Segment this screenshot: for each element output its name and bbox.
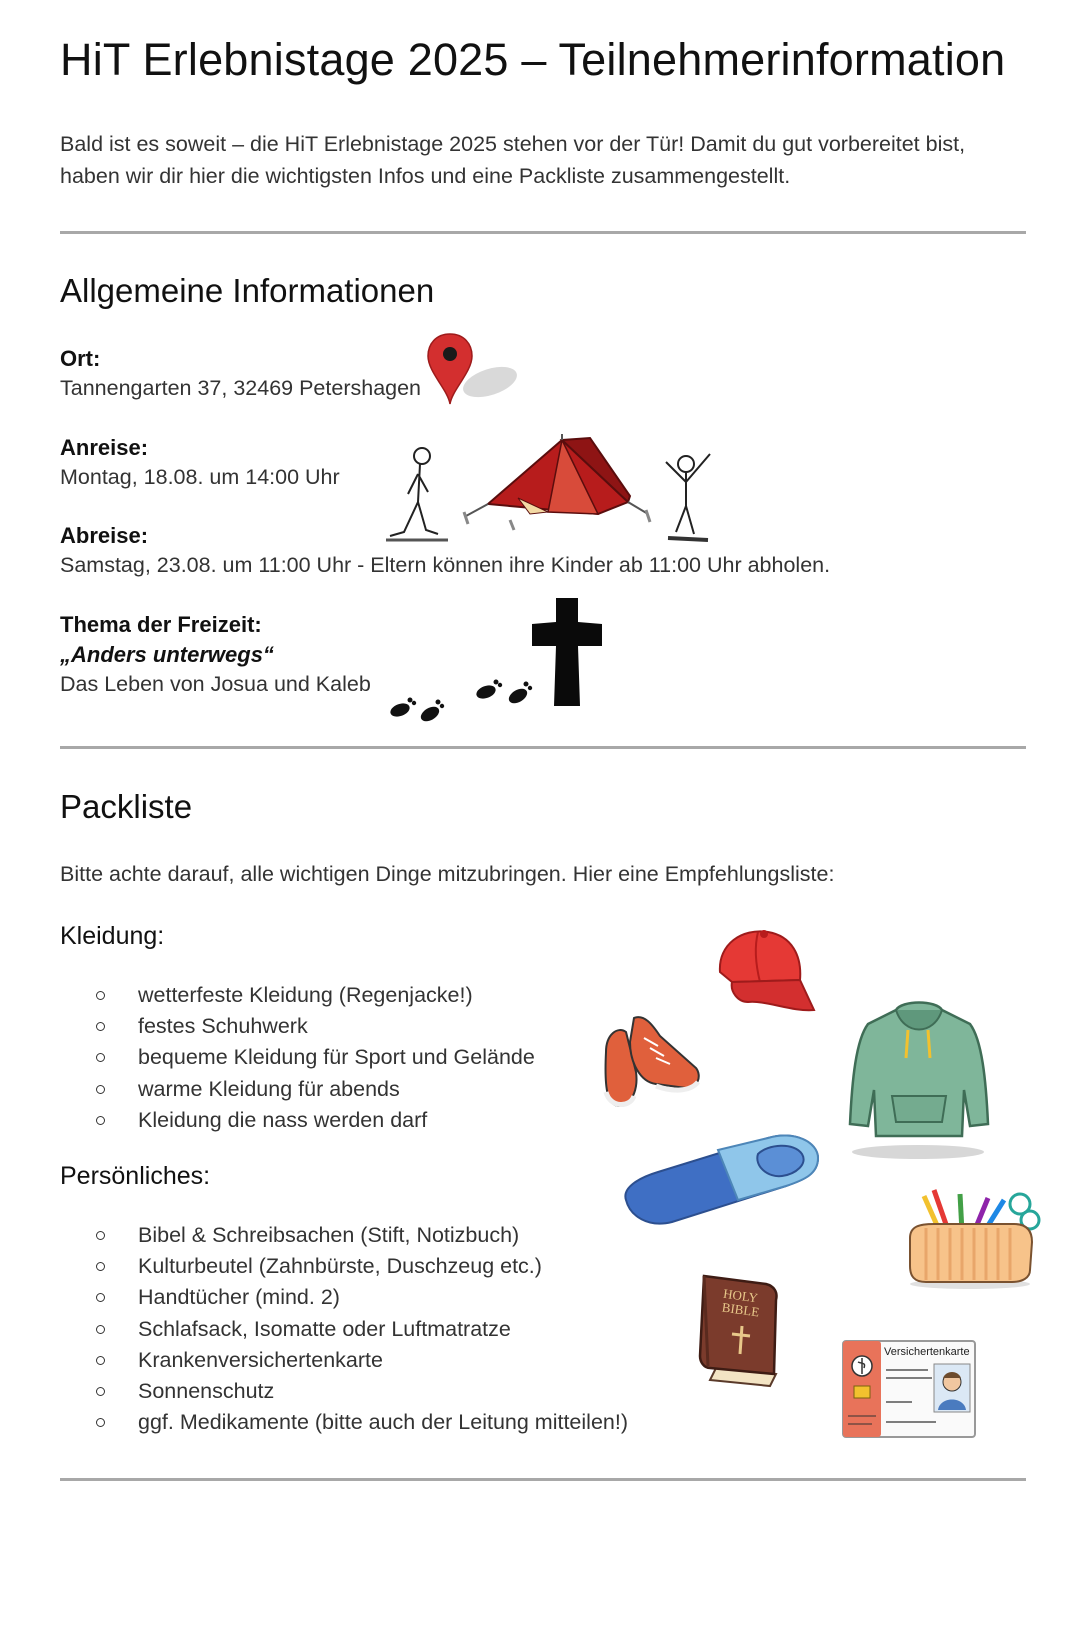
intro-paragraph: Bald ist es soweit – die HiT Erlebnistage 2025 stehen vor der Tür! Damit du gut vorbereitet bist, haben wir dir hier die wichtigsten Infos und eine Packliste zusammengestellt. [60, 132, 966, 188]
list-item: Schlafsack, Isomatte oder Luftmatratze [96, 1314, 628, 1345]
bullet-icon [96, 1262, 105, 1271]
footprints-icon [380, 672, 540, 734]
divider [60, 746, 1026, 749]
cross-icon [530, 596, 604, 708]
arrival-label: Anreise: [60, 435, 149, 460]
cap-icon [714, 926, 818, 1016]
list-item: ggf. Medikamente (bitte auch der Leitung mitteilen!) [96, 1407, 628, 1438]
packing-intro: Bitte achte darauf, alle wichtigen Dinge mitzubringen. Hier eine Empfehlungsliste: [60, 862, 835, 886]
pencil-case-icon [904, 1186, 1040, 1290]
bullet-icon [96, 1022, 105, 1031]
bible-icon [696, 1270, 784, 1388]
section-heading-packing: Packliste [60, 788, 193, 825]
location-value: Tannengarten 37, 32469 Petershagen [60, 376, 422, 400]
bullet-icon [96, 1418, 105, 1427]
section-heading-general: Allgemeine Informationen [60, 272, 435, 309]
list-item: bequeme Kleidung für Sport und Gelände [96, 1042, 535, 1073]
list-item: festes Schuhwerk [96, 1011, 535, 1042]
map-pin-icon [426, 332, 522, 408]
sneakers-icon [600, 1012, 706, 1110]
divider [60, 231, 1026, 234]
clothing-heading: Kleidung: [60, 922, 165, 950]
personal-heading: Persönliches: [60, 1162, 211, 1190]
bullet-icon [96, 1085, 105, 1094]
list-item: Bibel & Schreibsachen (Stift, Notizbuch) [96, 1220, 628, 1251]
insurance-card-icon [842, 1340, 978, 1440]
bullet-icon [96, 1325, 105, 1334]
list-item: Handtücher (mind. 2) [96, 1282, 628, 1313]
bullet-icon [96, 1387, 105, 1396]
tent-icon [458, 432, 654, 532]
list-item: Krankenversichertenkarte [96, 1345, 628, 1376]
bullet-icon [96, 1116, 105, 1125]
list-item: warme Kleidung für abends [96, 1074, 535, 1105]
bullet-icon [96, 1293, 105, 1302]
page-title: HiT Erlebnistage 2025 – Teilnehmerinformation [60, 34, 1006, 85]
theme-label: Thema der Freizeit: [60, 612, 262, 637]
walking-figure-icon [382, 444, 452, 546]
divider [60, 1478, 1026, 1481]
hoodie-icon [846, 1000, 992, 1160]
list-item: Kleidung die nass werden darf [96, 1105, 535, 1136]
bible-cover-text: HOLY [722, 1285, 759, 1306]
bullet-icon [96, 1356, 105, 1365]
location-label: Ort: [60, 346, 101, 371]
theme-value: Das Leben von Josua und Kaleb [60, 672, 371, 696]
departure-label: Abreise: [60, 523, 149, 548]
bullet-icon [96, 1053, 105, 1062]
arrival-value: Montag, 18.08. um 14:00 Uhr [60, 465, 340, 489]
clothing-list [96, 980, 535, 1136]
list-item: wetterfeste Kleidung (Regenjacke!) [96, 980, 535, 1011]
bible-cover-text: BIBLE [720, 1299, 761, 1320]
departure-value: Samstag, 23.08. um 11:00 Uhr - Eltern können ihre Kinder ab 11:00 Uhr abholen. [60, 553, 831, 577]
personal-list [96, 1220, 628, 1438]
bullet-icon [96, 1231, 105, 1240]
list-item: Sonnenschutz [96, 1376, 628, 1407]
list-item: Kulturbeutel (Zahnbürste, Duschzeug etc.) [96, 1251, 628, 1282]
sleeping-bag-icon [618, 1128, 824, 1228]
insurance-card-title: Versichertenkarte [884, 1346, 970, 1358]
bullet-icon [96, 991, 105, 1000]
cheering-figure-icon [656, 448, 720, 548]
theme-motto: „Anders unterwegs“ [60, 642, 274, 667]
